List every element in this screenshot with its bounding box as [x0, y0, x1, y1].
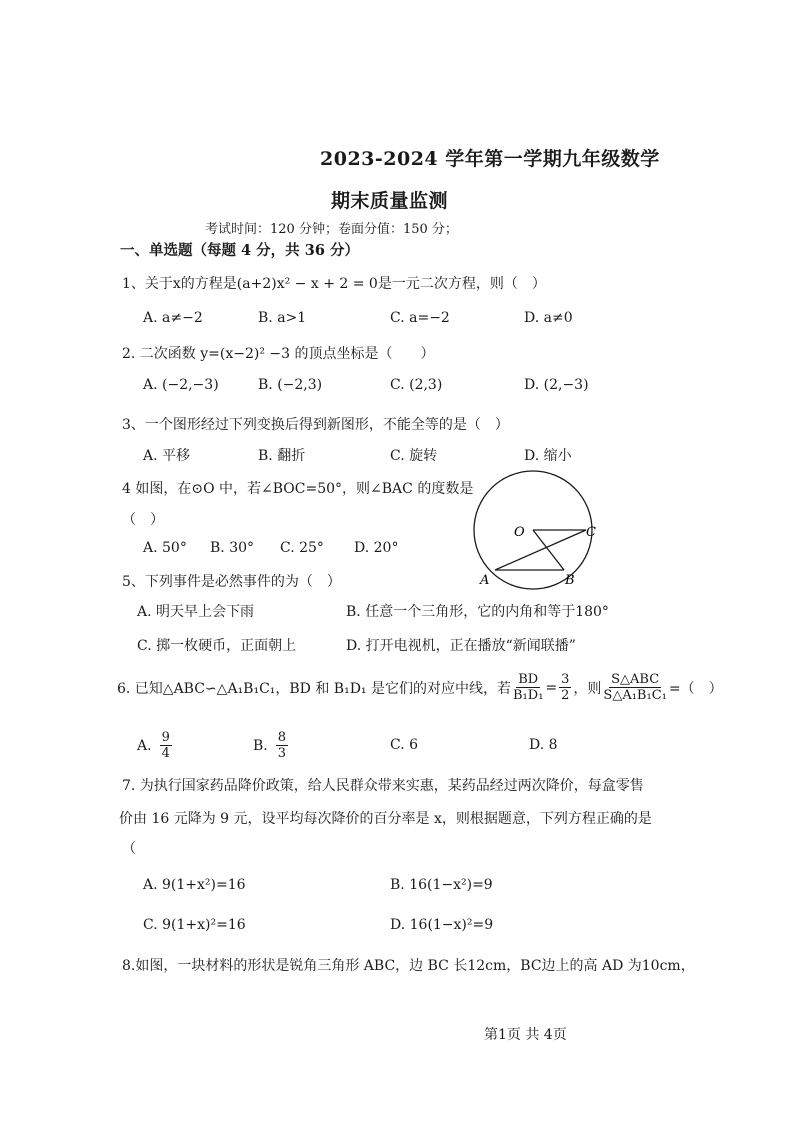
q4-option-a: A. 50°	[143, 540, 187, 556]
q6-frac3-num: S△ABC	[611, 672, 660, 687]
q6-frac3-den: S△A₁B₁C₁	[603, 688, 667, 703]
q6-option-b-frac	[276, 730, 288, 761]
q4-option-c: C. 25°	[280, 540, 324, 556]
q3-option-c: C. 旋转	[390, 448, 438, 464]
q3-option-b: B. 翻折	[258, 448, 306, 464]
q6-a-num: 9	[161, 730, 170, 745]
exam-subtitle: 期末质量监测	[331, 190, 449, 212]
segment-ac	[495, 530, 586, 570]
q7-option-d: D. 16(1−x)²=9	[390, 917, 494, 933]
q2-option-b: B. (−2,3)	[258, 377, 323, 393]
label-c: C	[586, 525, 596, 540]
q6-eq: =	[545, 679, 558, 696]
page-number: 第1页 共 4页	[484, 1027, 567, 1043]
q6-b-den: 3	[277, 746, 287, 761]
q6-option-a-label: A.	[137, 737, 152, 754]
question-2: 2. 二次函数 y=(x−2)² −3 的顶点坐标是（ ）	[122, 346, 435, 362]
question-8: 8.如图，一块材料的形状是锐角三角形 ABC，边 BC 长12cm，BC边上的高 AD 为10cm，	[122, 958, 695, 974]
label-o: O	[514, 525, 525, 540]
q5-option-a: A. 明天早上会下雨	[137, 604, 255, 620]
q7-option-b: B. 16(1−x²)=9	[390, 877, 493, 893]
q6-option-d: D. 8	[529, 737, 558, 753]
q2-option-a: A. (−2,−3)	[143, 377, 219, 393]
q4-option-d: D. 20°	[354, 540, 399, 556]
q6-frac1-num: BD	[518, 672, 539, 687]
question-5: 5、下列事件是必然事件的为（ ）	[122, 574, 341, 590]
question-7-line3: （	[122, 841, 136, 857]
label-a: A	[480, 573, 490, 588]
q5-option-b: B. 任意一个三角形，它的内角和等于180°	[346, 604, 609, 620]
q7-option-a: A. 9(1+x²)=16	[143, 877, 246, 893]
q3-option-a: A. 平移	[143, 448, 191, 464]
q1-option-b: B. a>1	[258, 310, 307, 326]
q6-option-c: C. 6	[390, 737, 419, 753]
circle-figure	[462, 470, 612, 590]
q7-option-c: C. 9(1+x)²=16	[143, 917, 246, 933]
exam-info: 考试时间：120 分钟；卷面分值：150 分；	[205, 222, 458, 237]
q6-fraction-bd	[513, 672, 543, 703]
question-4-cont: （ ）	[122, 512, 164, 528]
q6-b-num: 8	[277, 730, 287, 745]
q6-frac2-den: 2	[561, 688, 570, 703]
q2-option-d: D. (2,−3)	[524, 377, 589, 393]
q2-option-c: C. (2,3)	[390, 377, 443, 393]
q6-option-a	[137, 730, 174, 761]
q3-option-d: D. 缩小	[524, 448, 572, 464]
q6-option-b-label: B.	[253, 737, 268, 754]
section-heading: 一、单选题（每题 4 分，共 36 分）	[120, 242, 359, 259]
question-3: 3、一个图形经过下列变换后得到新图形，不能全等的是（ ）	[122, 417, 509, 433]
q6-stem-a: 6. 已知△ABC∽△A₁B₁C₁，BD 和 B₁D₁ 是它们的对应中线，若	[117, 680, 511, 697]
question-7-line1: 7. 为执行国家药品降价政策，给人民群众带来实惠，某药品经过两次降价，每盒零售	[122, 778, 644, 794]
exam-title: 2023-2024 学年第一学期九年级数学	[320, 148, 660, 170]
q1-option-d: D. a≠0	[524, 310, 573, 326]
q6-stem-b: ，则	[573, 680, 602, 697]
label-b: B	[565, 573, 575, 588]
q6-stem-c: =（ ）	[668, 680, 723, 697]
q6-a-den: 4	[161, 746, 170, 761]
q6-frac2-num: 3	[561, 672, 570, 687]
question-7-line2: 价由 16 元降为 9 元，设平均每次降价的百分率是 x，则根据题意，下列方程正确的是	[119, 811, 652, 827]
question-6	[117, 672, 723, 703]
q4-option-b: B. 30°	[210, 540, 255, 556]
q1-option-a: A. a≠−2	[143, 310, 203, 326]
q1-option-c: C. a=−2	[390, 310, 450, 326]
q6-fraction-ratio	[559, 672, 571, 703]
segment-ob	[533, 530, 564, 570]
q6-option-b	[253, 730, 290, 761]
q6-option-a-frac	[160, 730, 172, 761]
q5-option-c: C. 掷一枚硬币，正面朝上	[137, 638, 297, 654]
q5-option-d: D. 打开电视机，正在播放“新闻联播”	[346, 638, 576, 654]
q6-fraction-area	[603, 672, 666, 703]
question-1: 1、关于x的方程是(a+2)x² − x + 2 = 0是一元二次方程，则（ ）	[122, 276, 546, 292]
q6-frac1-den: B₁D₁	[513, 688, 544, 703]
question-4: 4 如图，在⊙O 中，若∠BOC=50°，则∠BAC 的度数是	[122, 481, 474, 497]
